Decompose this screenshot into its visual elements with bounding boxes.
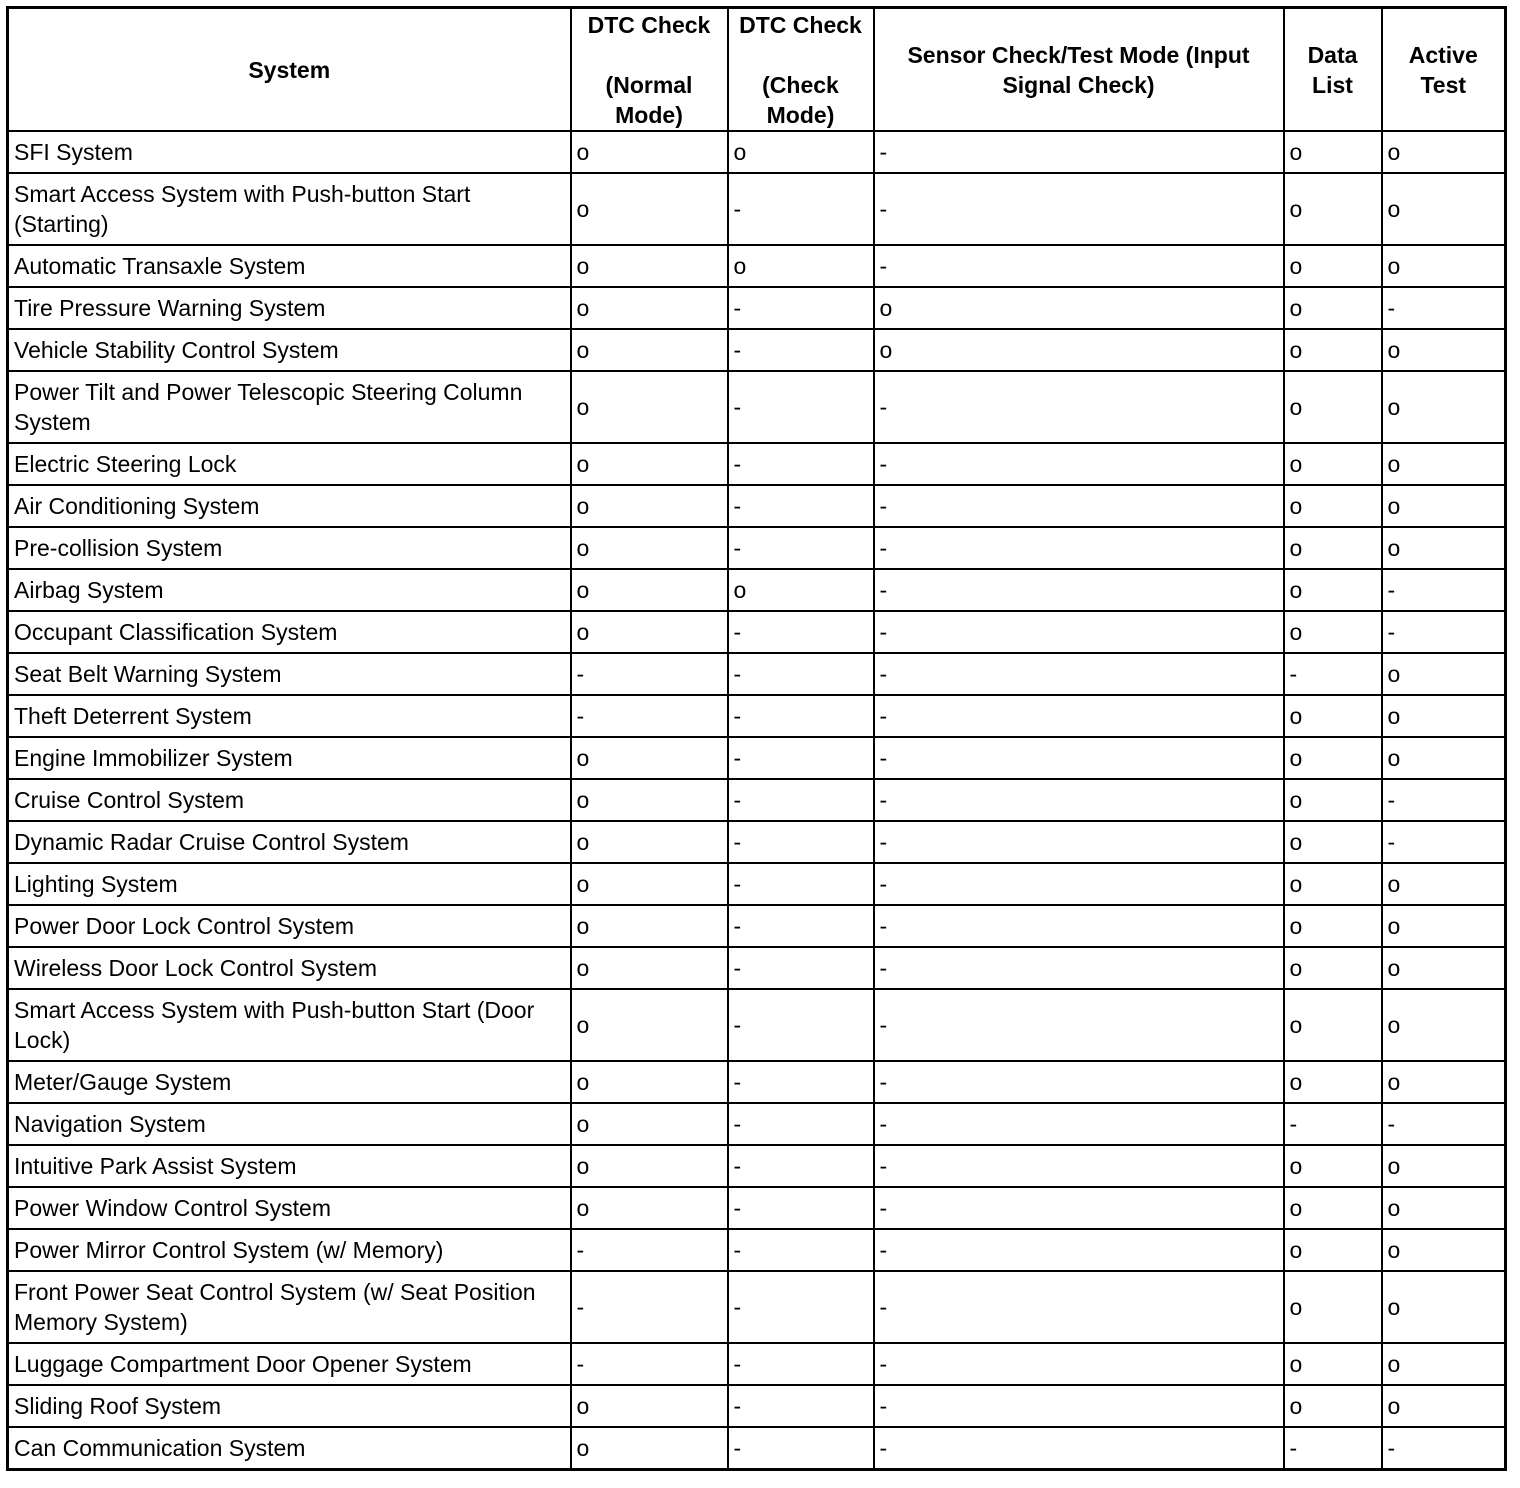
data-list-cell: o [1284, 821, 1382, 863]
active-test-cell: o [1382, 695, 1506, 737]
system-cell: Navigation System [8, 1103, 571, 1145]
table-row [8, 737, 1506, 779]
sensor-check-cell: - [874, 569, 1284, 611]
dtc-check-cell: - [728, 485, 874, 527]
dtc-check-cell: - [728, 1187, 874, 1229]
table-row [8, 653, 1506, 695]
table-row [8, 1385, 1506, 1427]
sensor-check-cell: - [874, 527, 1284, 569]
active-test-cell: - [1382, 569, 1506, 611]
data-list-cell: o [1284, 1343, 1382, 1385]
table-row [8, 611, 1506, 653]
sensor-check-cell: - [874, 1385, 1284, 1427]
data-list-cell: o [1284, 443, 1382, 485]
data-list-cell: o [1284, 569, 1382, 611]
dtc-check-cell: - [728, 611, 874, 653]
dtc-check-cell: - [728, 905, 874, 947]
sensor-check-cell: - [874, 989, 1284, 1061]
active-test-cell: - [1382, 1427, 1506, 1470]
data-list-cell: o [1284, 371, 1382, 443]
dtc-check-cell: - [728, 527, 874, 569]
dtc-check-cell: o [728, 131, 874, 173]
table-row [8, 371, 1506, 443]
table-row [8, 245, 1506, 287]
sensor-check-cell: - [874, 905, 1284, 947]
dtc-check-cell: o [728, 245, 874, 287]
dtc-normal-cell: - [571, 695, 728, 737]
sensor-check-cell: - [874, 653, 1284, 695]
table-header-row [8, 8, 1506, 132]
dtc-normal-cell: o [571, 527, 728, 569]
dtc-normal-cell: - [571, 653, 728, 695]
table-row [8, 1343, 1506, 1385]
dtc-normal-cell: o [571, 1187, 728, 1229]
system-cell: Lighting System [8, 863, 571, 905]
dtc-normal-cell: o [571, 737, 728, 779]
system-cell: Tire Pressure Warning System [8, 287, 571, 329]
dtc-check-cell: - [728, 863, 874, 905]
sensor-check-cell: - [874, 1187, 1284, 1229]
system-cell: Intuitive Park Assist System [8, 1145, 571, 1187]
table-row [8, 1103, 1506, 1145]
active-test-cell: - [1382, 1103, 1506, 1145]
sensor-check-cell: - [874, 371, 1284, 443]
dtc-check-cell: - [728, 989, 874, 1061]
header-sensor-check-test-mode: Sensor Check/Test Mode (Input Signal Check) [874, 8, 1284, 132]
dtc-check-cell: - [728, 1229, 874, 1271]
system-cell: Electric Steering Lock [8, 443, 571, 485]
data-list-cell: o [1284, 989, 1382, 1061]
system-cell: Dynamic Radar Cruise Control System [8, 821, 571, 863]
dtc-check-cell: - [728, 1145, 874, 1187]
sensor-check-cell: o [874, 329, 1284, 371]
sensor-check-cell: - [874, 821, 1284, 863]
table-row [8, 1229, 1506, 1271]
sensor-check-cell: - [874, 863, 1284, 905]
data-list-cell: o [1284, 1385, 1382, 1427]
system-cell: Airbag System [8, 569, 571, 611]
dtc-check-cell: - [728, 821, 874, 863]
data-list-cell: o [1284, 779, 1382, 821]
sensor-check-cell: - [874, 1061, 1284, 1103]
system-cell: Front Power Seat Control System (w/ Seat Position Memory System) [8, 1271, 571, 1343]
dtc-normal-cell: o [571, 485, 728, 527]
table-row [8, 947, 1506, 989]
system-cell: Luggage Compartment Door Opener System [8, 1343, 571, 1385]
data-list-cell: o [1284, 173, 1382, 245]
active-test-cell: o [1382, 485, 1506, 527]
dtc-check-cell: - [728, 1103, 874, 1145]
table-row [8, 1427, 1506, 1470]
dtc-normal-cell: - [571, 1271, 728, 1343]
table-row [8, 863, 1506, 905]
active-test-cell: o [1382, 1343, 1506, 1385]
dtc-normal-cell: o [571, 779, 728, 821]
data-list-cell: o [1284, 611, 1382, 653]
sensor-check-cell: - [874, 779, 1284, 821]
active-test-cell: o [1382, 131, 1506, 173]
dtc-check-cell: - [728, 287, 874, 329]
data-list-cell: o [1284, 1271, 1382, 1343]
active-test-cell: o [1382, 737, 1506, 779]
active-test-cell: - [1382, 821, 1506, 863]
system-cell: Power Window Control System [8, 1187, 571, 1229]
dtc-normal-cell: o [571, 989, 728, 1061]
table-row [8, 989, 1506, 1061]
data-list-cell: o [1284, 329, 1382, 371]
system-cell: Smart Access System with Push-button Start (Door Lock) [8, 989, 571, 1061]
dtc-normal-cell: - [571, 1343, 728, 1385]
table-row [8, 569, 1506, 611]
data-list-cell: o [1284, 527, 1382, 569]
system-cell: Vehicle Stability Control System [8, 329, 571, 371]
data-list-cell: o [1284, 1187, 1382, 1229]
data-list-cell: o [1284, 287, 1382, 329]
sensor-check-cell: - [874, 695, 1284, 737]
table-row [8, 485, 1506, 527]
data-list-cell: o [1284, 695, 1382, 737]
dtc-check-cell: - [728, 1271, 874, 1343]
data-list-cell: o [1284, 863, 1382, 905]
system-cell: Power Mirror Control System (w/ Memory) [8, 1229, 571, 1271]
data-list-cell: o [1284, 737, 1382, 779]
active-test-cell: o [1382, 905, 1506, 947]
dtc-normal-cell: o [571, 569, 728, 611]
data-list-cell: o [1284, 131, 1382, 173]
table-body [8, 131, 1506, 1470]
sensor-check-cell: - [874, 1343, 1284, 1385]
sensor-check-cell: - [874, 1229, 1284, 1271]
dtc-check-cell: - [728, 737, 874, 779]
header-data-list: Data List [1284, 8, 1382, 132]
active-test-cell: o [1382, 371, 1506, 443]
data-list-cell: o [1284, 1145, 1382, 1187]
dtc-normal-cell: o [571, 905, 728, 947]
active-test-cell: - [1382, 611, 1506, 653]
dtc-check-cell: - [728, 1427, 874, 1470]
system-check-table [6, 6, 1507, 1471]
dtc-normal-cell: o [571, 1385, 728, 1427]
sensor-check-cell: - [874, 245, 1284, 287]
dtc-normal-cell: o [571, 1145, 728, 1187]
table-row [8, 905, 1506, 947]
active-test-cell: o [1382, 173, 1506, 245]
active-test-cell: o [1382, 1385, 1506, 1427]
sensor-check-cell: - [874, 1103, 1284, 1145]
data-list-cell: - [1284, 653, 1382, 695]
dtc-normal-cell: o [571, 1061, 728, 1103]
dtc-check-cell: - [728, 779, 874, 821]
active-test-cell: o [1382, 1187, 1506, 1229]
active-test-cell: - [1382, 287, 1506, 329]
system-cell: Engine Immobilizer System [8, 737, 571, 779]
system-cell: Occupant Classification System [8, 611, 571, 653]
active-test-cell: o [1382, 947, 1506, 989]
header-dtc-check-normal-mode: DTC Check (Normal Mode) [571, 8, 728, 132]
sensor-check-cell: - [874, 485, 1284, 527]
table-row [8, 1061, 1506, 1103]
active-test-cell: - [1382, 779, 1506, 821]
dtc-normal-cell: o [571, 329, 728, 371]
active-test-cell: o [1382, 989, 1506, 1061]
table-row [8, 443, 1506, 485]
dtc-normal-cell: o [571, 821, 728, 863]
sensor-check-cell: - [874, 611, 1284, 653]
sensor-check-cell: o [874, 287, 1284, 329]
dtc-normal-cell: o [571, 611, 728, 653]
table-row [8, 329, 1506, 371]
data-list-cell: o [1284, 245, 1382, 287]
dtc-check-cell: - [728, 1385, 874, 1427]
data-list-cell: o [1284, 905, 1382, 947]
sensor-check-cell: - [874, 131, 1284, 173]
active-test-cell: o [1382, 1229, 1506, 1271]
table-row [8, 1187, 1506, 1229]
sensor-check-cell: - [874, 443, 1284, 485]
active-test-cell: o [1382, 245, 1506, 287]
dtc-normal-cell: o [571, 1427, 728, 1470]
dtc-normal-cell: o [571, 947, 728, 989]
dtc-normal-cell: o [571, 863, 728, 905]
active-test-cell: o [1382, 863, 1506, 905]
table-row [8, 1145, 1506, 1187]
dtc-check-cell: - [728, 1061, 874, 1103]
active-test-cell: o [1382, 653, 1506, 695]
system-cell: Power Door Lock Control System [8, 905, 571, 947]
system-cell: Sliding Roof System [8, 1385, 571, 1427]
system-cell: Wireless Door Lock Control System [8, 947, 571, 989]
system-cell: Automatic Transaxle System [8, 245, 571, 287]
dtc-normal-cell: o [571, 173, 728, 245]
active-test-cell: o [1382, 1061, 1506, 1103]
sensor-check-cell: - [874, 1271, 1284, 1343]
system-cell: Theft Deterrent System [8, 695, 571, 737]
dtc-normal-cell: - [571, 1229, 728, 1271]
table-row [8, 131, 1506, 173]
dtc-normal-cell: o [571, 287, 728, 329]
header-active-test: Active Test [1382, 8, 1506, 132]
active-test-cell: o [1382, 1271, 1506, 1343]
header-system: System [8, 8, 571, 132]
sensor-check-cell: - [874, 1427, 1284, 1470]
system-cell: Smart Access System with Push-button Start (Starting) [8, 173, 571, 245]
header-dtc-check-check-mode: DTC Check (Check Mode) [728, 8, 874, 132]
dtc-normal-cell: o [571, 443, 728, 485]
dtc-check-cell: - [728, 443, 874, 485]
dtc-check-cell: - [728, 371, 874, 443]
data-list-cell: o [1284, 1229, 1382, 1271]
dtc-check-cell: - [728, 1343, 874, 1385]
active-test-cell: o [1382, 1145, 1506, 1187]
system-cell: Can Communication System [8, 1427, 571, 1470]
active-test-cell: o [1382, 527, 1506, 569]
data-list-cell: o [1284, 1061, 1382, 1103]
data-list-cell: - [1284, 1427, 1382, 1470]
table-row [8, 287, 1506, 329]
dtc-check-cell: o [728, 569, 874, 611]
system-cell: SFI System [8, 131, 571, 173]
dtc-normal-cell: o [571, 1103, 728, 1145]
dtc-check-cell: - [728, 947, 874, 989]
dtc-check-cell: - [728, 329, 874, 371]
data-list-cell: - [1284, 1103, 1382, 1145]
data-list-cell: o [1284, 947, 1382, 989]
active-test-cell: o [1382, 329, 1506, 371]
table-row [8, 1271, 1506, 1343]
dtc-check-cell: - [728, 173, 874, 245]
table-row [8, 173, 1506, 245]
table-row [8, 527, 1506, 569]
system-cell: Cruise Control System [8, 779, 571, 821]
dtc-check-cell: - [728, 653, 874, 695]
table-row [8, 779, 1506, 821]
data-list-cell: o [1284, 485, 1382, 527]
system-cell: Air Conditioning System [8, 485, 571, 527]
sensor-check-cell: - [874, 947, 1284, 989]
system-cell: Pre-collision System [8, 527, 571, 569]
dtc-normal-cell: o [571, 245, 728, 287]
dtc-check-cell: - [728, 695, 874, 737]
table-row [8, 821, 1506, 863]
active-test-cell: o [1382, 443, 1506, 485]
sensor-check-cell: - [874, 737, 1284, 779]
dtc-normal-cell: o [571, 371, 728, 443]
system-cell: Power Tilt and Power Telescopic Steering Column System [8, 371, 571, 443]
system-cell: Seat Belt Warning System [8, 653, 571, 695]
sensor-check-cell: - [874, 173, 1284, 245]
system-cell: Meter/Gauge System [8, 1061, 571, 1103]
table-row [8, 695, 1506, 737]
sensor-check-cell: - [874, 1145, 1284, 1187]
dtc-normal-cell: o [571, 131, 728, 173]
